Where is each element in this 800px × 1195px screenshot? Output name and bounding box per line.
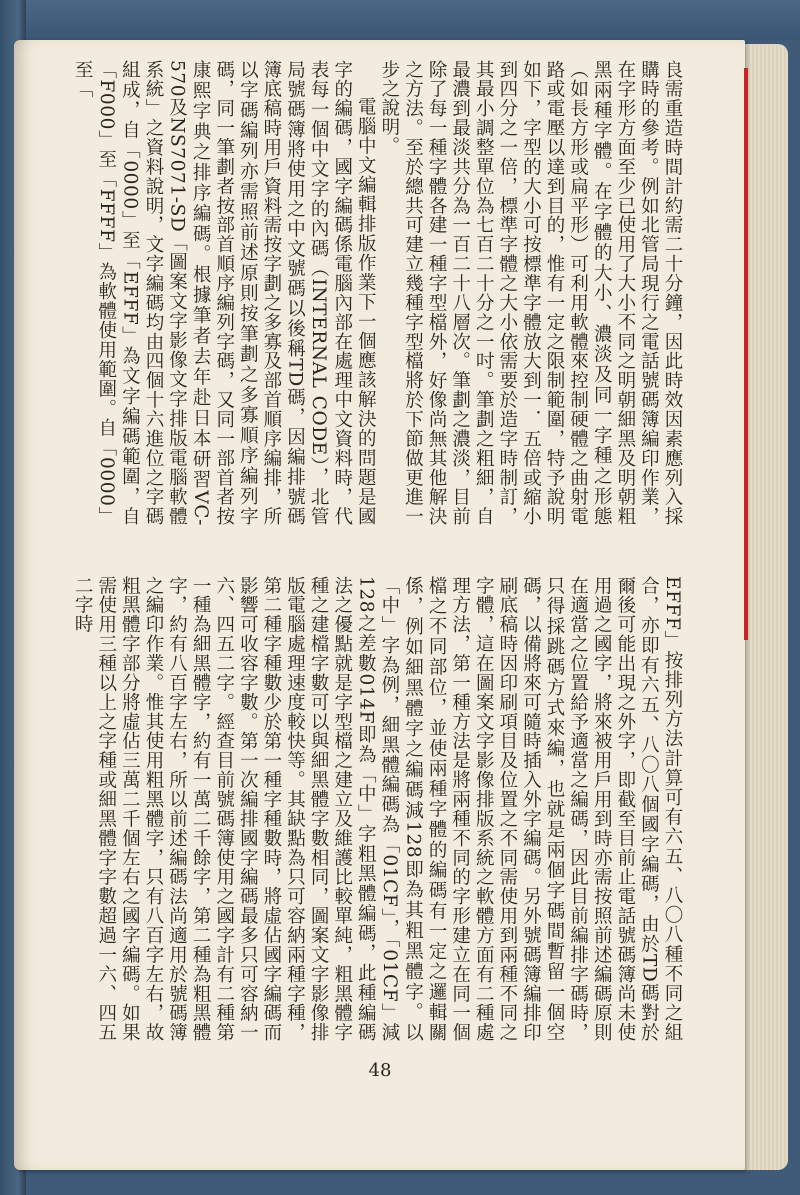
book-cover-top	[0, 0, 800, 40]
lower-text-section	[72, 576, 684, 1042]
paragraph-continuation: 良需重造時間計約需二十分鐘，因此時效因素應列入採購時的參考。例如北管局現行之電話號碼簿編印作業，在字形方面至少已使用了大小不同之明朝細黑及明朝粗黑兩種字體。在字體的大小、濃淡及同一字種之形態（如長方形或扁平形）可利用軟體來控制硬體之曲射電路或電壓以達到目的，惟有一定之限制範圍，特予說明如下，字型的大小可按標準字體放大到一．五倍或縮小到四分之一倍，標準字體之大小依需要於造字時制訂，其最小調整單位為七百二十分之一吋。筆劃之粗細，自最濃到最淡共分為一百二十八層次。筆劃之濃淡，目前除了每一種字體各建一種字型檔外，好像尚無其他解決之方法。至於總共可建立幾種字型檔將於下節做更進一步之說明。	[378, 60, 683, 526]
red-margin-rule	[744, 68, 748, 640]
body-text	[72, 60, 684, 1060]
paragraph-character-encoding: 電腦中文編輯排版作業下一個應該解決的問題是國字的編碼，國字編碼係電腦內部在處理中文資料時，代表每一個中文字的內碼（INTERNAL CODE），北管局號碼簿將使用之中文號碼以後稱TD碼，因編排號碼簿底稿時用戶資料需按字劃之多寡及部首順序編排，所以字碼編列亦需照前述原則按筆劃之多寡順序編列字碼，同一筆劃者按部首順序編列字碼，又同一部首者按康熙字典之排序編碼。根據筆者去年赴日本研習VC-570及NS7071-SD「圖案文字影像文字排版電腦軟體系統」之資料說明，文字編碼均由四個十六進位之字碼組成，自「0000」至「EFFF」為文字編碼範圍，自「F000」至「FFFF」為軟體使用範圍。自「0000」至「	[72, 60, 377, 526]
paragraph-encoding-methods: EFFF」按排列方法計算可有六五、八〇八種不同之組合，亦即有六五、八〇八個國字編碼，由於TD碼對於爾後可能出現之外字，即截至目前止電話號碼簿尚未使用過之國字，將來被用戶用到時亦需按照前述編碼原則在適當之位置給予適當之編碼，因此目前編排字碼時，只得採跳碼方式來編，也就是兩個字碼間暫留一個空碼，以備將來可隨時插入外字編碼。另外號碼簿編排印刷底稿時因印刷項目及位置之不同需使用到兩種不同之字體，這在圖案文字影像排版系統之軟體方面有二種處理方法，第一種方法是將兩種不同的字形建立在同一個檔之不同部位，並使兩種字體的編碼有一定之邏輯關係，例如細黑體字之編碼減128即為其粗黑體字。以「中」字為例，細黑體編碼為「01CF」，「01CF」減128之差數014F即為「中」字粗黑體編碼，此種編碼法之優點就是字型檔之建立及維護比較單純，粗黑體字種之建檔字數可以與細黑體字數相同，圖案文字影像排版電腦處理速度較快等。其缺點為只可容納兩種字種，第二種字種數少於第一種字種數時，將虛佔國字編碼而影響可收容字數。第一次編排國字編碼最多只可容納一六、四五二字。經查目前號碼簿使用之國字計有二種第一種為細黑體字，約有一萬二千餘字，第二種為粗黑體字，約有八百字左右，所以前述編碼法尚適用於號碼簿之編印作業。惟其使用粗黑體字，只有八百字左右，故粗黑體字部分將虛佔三萬二千個左右之國字編碼。如果需使用三種以上之字種或細黑體字字數超過一六、四五二字時	[72, 576, 683, 1042]
upper-text-section	[72, 60, 684, 526]
page-number: 48	[368, 1060, 392, 1081]
